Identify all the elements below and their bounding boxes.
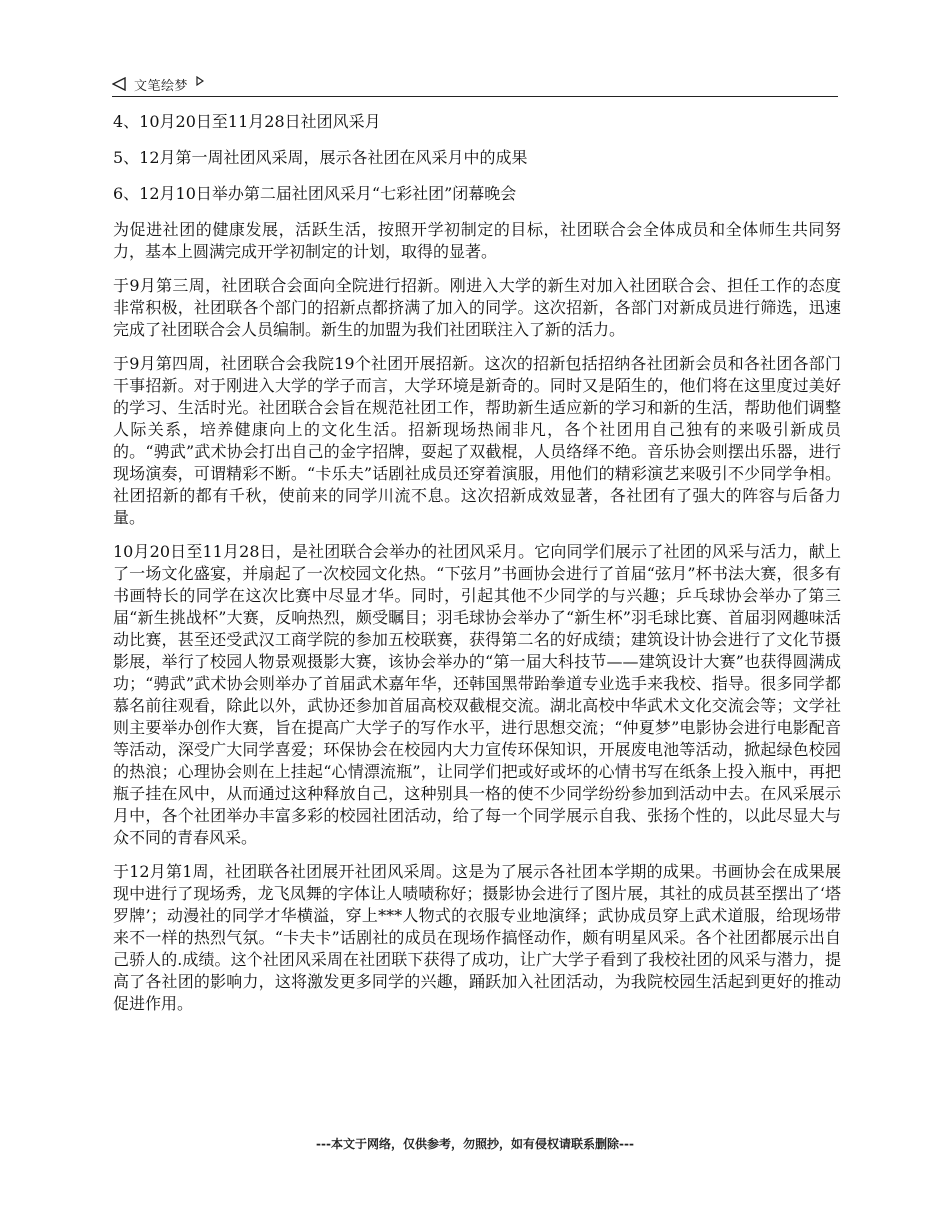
schedule-item: 5、12月第一周社团风采周，展示各社团在风采月中的成果 bbox=[113, 148, 528, 167]
brand-name: 文笔绘梦 bbox=[134, 78, 189, 94]
page-header bbox=[112, 72, 838, 97]
paragraph-summary: 为促进社团的健康发展，活跃生活，按照开学初制定的目标，社团联合会全体成员和全体师生共同努力，基本上圆满完成开学初制定的计划，取得的显著。 bbox=[113, 220, 841, 261]
schedule-item: 6、12月10日举办第二届社团风采月“七彩社团”闭幕晚会 bbox=[113, 184, 517, 203]
triangle-left-icon bbox=[112, 77, 126, 91]
paragraph-showcase-week: 于12月第1周，社团联各社团展开社团风采周。这是为了展示各社团本学期的成果。书画协会在成果展现中进行了现场秀，龙飞凤舞的字体让人啧啧称好；摄影协会进行了图片展，其社的成员甚至摆出了‘塔罗牌’；动漫社的同学才华横溢，穿上***人物式的衣服专业地演绎；武协成员穿上武术道服，给现场带来不一样的热烈气氛。“卡夫卡”话剧社的成员在现场作搞怪动作，颇有明星风采。各个社团都展示出自己骄人的.成绩。这个社团风采周在社团联下获得了成功，让广大学子看到了我校社团的风采与潜力，提高了各社团的影响力，这将激发更多同学的兴趣，踊跃加入社团活动，为我院校园生活起到更好的推动促进作用。 bbox=[113, 862, 841, 1013]
document-body bbox=[113, 111, 841, 1027]
schedule-item: 4、10月20日至11月28日社团风采月 bbox=[113, 112, 381, 131]
footer-disclaimer: ---本文于网络，仅供参考，勿照抄，如有侵权请联系删除--- bbox=[316, 1137, 634, 1151]
triangle-right-icon bbox=[196, 76, 204, 86]
paragraph-showcase-month: 10月20日至11月28日，是社团联合会举办的社团风采月。它向同学们展示了社团的风采与活力，献上了一场文化盛宴，并扇起了一次校园文化热。“下弦月”书画协会进行了首届“弦月”杯书法大赛，很多有书画特长的同学在这次比赛中尽显才华。同时，引起其他不少同学的与兴趣；乒乓球协会举办了第三届“新生挑战杯”大赛，反响热烈，颇受瞩目；羽毛球协会举办了“新生杯”羽毛球比赛、首届羽网趣味活动比赛，甚至还受武汉工商学院的参加五校联赛，获得第二名的好成绩；建筑设计协会进行了文化节摄影展，举行了校园人物景观摄影大赛，该协会举办的“第一届大科技节——建筑设计大赛”也获得圆满成功；“骋武”武术协会则举办了首届武术嘉年华，还韩国黑带跆拳道专业选手来我校、指导。很多同学都慕名前往观看，除此以外，武协还参加首届高校双截棍交流。湖北高校中华武术文化交流会等；文学社则主要举办创作大赛，旨在提高广大学子的写作水平，进行思想交流；“仲夏梦”电影协会进行电影配音等活动，深受广大同学喜爱；环保协会在校园内大力宣传环保知识，开展废电池等活动，掀起绿色校园的热浪；心理协会则在上挂起“心情漂流瓶”，让同学们把或好或坏的心情书写在纸条上投入瓶中，再把瓶子挂在风中，从而通过这种释放自己，这种别具一格的使不少同学纷纷参加到活动中去。在风采展示月中，各个社团举办丰富多彩的校园社团活动，给了每一个同学展示自我、张扬个性的，以此尽显大与众不同的青春风采。 bbox=[113, 542, 841, 847]
paragraph-recruitment-clubs: 于9月第四周，社团联合会我院19个社团开展招新。这次的招新包括招纳各社团新会员和各社团各部门干事招新。对于刚进入大学的学子而言，大学环境是新奇的。同时又是陌生的，他们将在这里度过美好的学习、生活时光。社团联合会旨在规范社团工作，帮助新生适应新的学习和新的生活，帮助他们调整人际关系，培养健康向上的文化生活。招新现场热闹非凡，各个社团用自己独有的来吸引新成员的。“骋武”武术协会打出自己的金字招牌，耍起了双截棍，人员络绎不绝。音乐协会则摆出乐器，进行现场演奏，可谓精彩不断。“卡乐夫”话剧社成员还穿着演服，用他们的精彩演艺来吸引不少同学争相。社团招新的都有千秋，使前来的同学川流不息。这次招新成效显著，各社团有了强大的阵容与后备力量。 bbox=[113, 354, 841, 527]
paragraph-recruitment-federation: 于9月第三周，社团联合会面向全院进行招新。刚进入大学的新生对加入社团联合会、担任工作的态度非常积极，社团联各个部门的招新点都挤满了加入的同学。这次招新，各部门对新成员进行筛选，迅速完成了社团联合会人员编制。新生的加盟为我们社团联注入了新的活力。 bbox=[113, 276, 841, 339]
